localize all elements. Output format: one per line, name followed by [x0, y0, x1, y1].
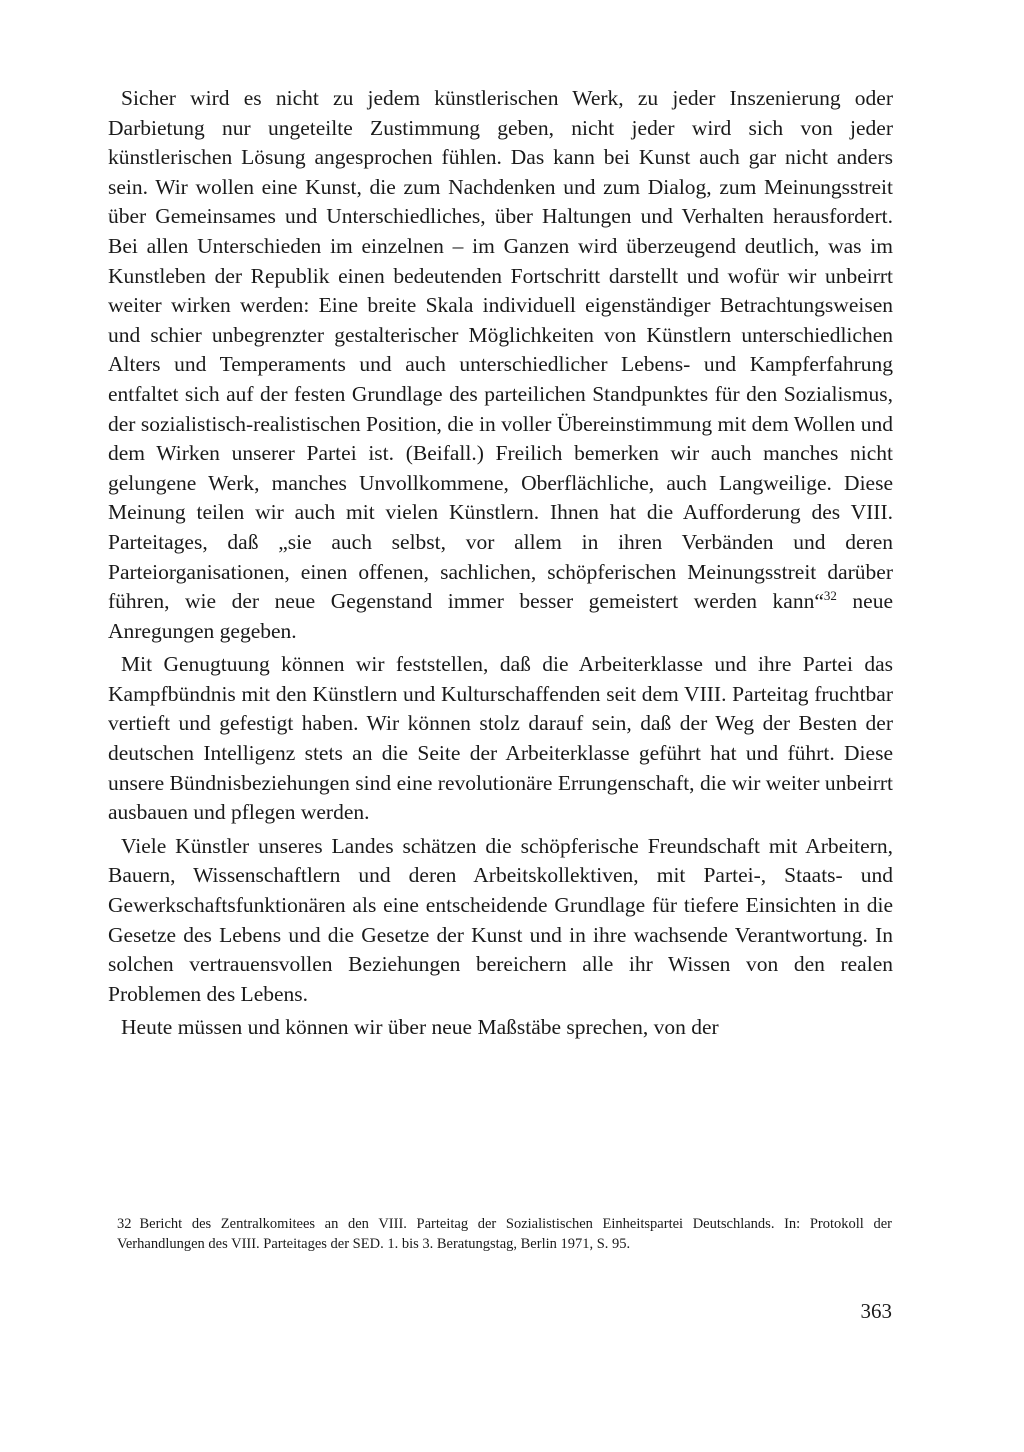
paragraph-2: Mit Genugtuung können wir feststellen, daß die Arbeiterklasse und ihre Partei das Kampfbündnis mit den Künstlern und Kulturschaffenden seit dem VIII. Parteitag fruchtbar vertieft und gefestigt haben. Wir können stolz darauf sein, daß der Weg der Besten der deutschen Intelligenz stets an die Seite der Arbeiterklasse geführt hat und führt. Diese unsere Bündnisbeziehungen sind eine revolutionäre Errungenschaft, die wir weiter unbeirrt ausbauen und pflegen werden. [108, 652, 893, 825]
footnote-text: Bericht des Zentralkomitees an den VIII. Parteitag der Sozialistischen Einheitspartei Deutschlands. In: Protokoll der Verhandlungen des VIII. Parteitages der SED. 1. bis 3. Beratungstag, Berlin 1971, S. 95. [117, 1216, 892, 1252]
paragraph-1-tail: neue Anregungen gegeben. [108, 589, 893, 643]
footnote [117, 1215, 892, 1254]
paragraph-1-text: Sicher wird es nicht zu jedem künstlerischen Werk, zu jeder Inszenierung oder Darbietung nur ungeteilte Zustimmung geben, nicht jeder wird sich von jeder künstlerischen Lösung angesprochen fühlen. Das kann bei Kunst auch gar nicht anders sein. Wir wollen eine Kunst, die zum Nachdenken und zum Dialog, zum Meinungsstreit über Gemeinsames und Unterschiedliches, über Haltungen und Verhalten herausfordert. Bei allen Unterschieden im einzelnen – im Ganzen wird überzeugend deutlich, was im Kunstleben der Republik einen bedeutenden Fortschritt darstellt und wofür wir unbeirrt weiter wirken werden: Eine breite Skala individuell eigenständiger Betrachtungsweisen und schier unbegrenzter gestalterischer Möglichkeiten von Künstlern unterschiedlichen Alters und Temperaments und auch unterschiedlicher Lebens- und Kampferfahrung entfaltet sich auf der festen Grundlage des parteilichen Standpunktes für den Sozialismus, der sozialistisch-realistischen Position, die in voller Übereinstimmung mit dem Wollen und dem Wirken unserer Partei ist. (Beifall.) Freilich bemerken wir auch manches nicht gelungene Werk, manches Unvollkommene, Oberflächliche, auch Langweilige. Diese Meinung teilen wir auch mit vielen Künstlern. Ihnen hat die Aufforderung des VIII. Parteitages, daß „sie auch selbst, vor allem in ihren Verbänden und deren Parteiorganisationen, einen offenen, sachlichen, schöpferischen Meinungsstreit darüber führen, wie der neue Gegenstand immer besser gemeistert werden kann“ [108, 86, 893, 614]
paragraph-1 [108, 84, 893, 646]
footnote-number: 32 [117, 1216, 132, 1232]
footnote-reference: 32 [823, 587, 837, 603]
page-number: 363 [860, 1299, 892, 1323]
paragraph-4: Heute müssen und können wir über neue Maßstäbe sprechen, von der [121, 1015, 719, 1040]
main-text [108, 84, 893, 1043]
paragraph-3: Viele Künstler unseres Landes schätzen die schöpferische Freundschaft mit Arbeitern, Bauern, Wissenschaftlern und deren Arbeitskollektiven, mit Partei-, Staats- und Gewerkschaftsfunktionären als eine entscheidende Grundlage für tiefere Einsichten in die Gesetze des Lebens und die Gesetze der Kunst und in ihre wachsende Verantwortung. In solchen vertrauensvollen Beziehungen bereichern alle ihr Wissen von den realen Problemen des Lebens. [108, 833, 893, 1006]
